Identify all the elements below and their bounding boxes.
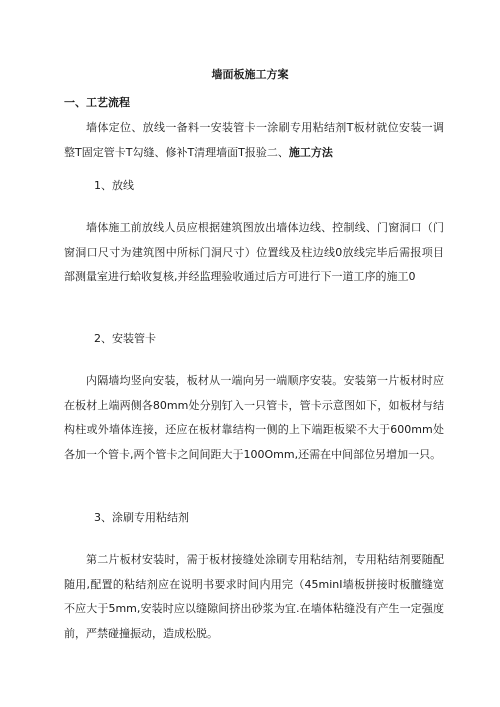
page-title: 墙面板施工方案	[211, 68, 289, 81]
process-flow-paragraph	[64, 116, 444, 165]
section-heading-process: 一、工艺流程	[64, 96, 130, 109]
subsection-title-adhesive: 3、涂刷专用粘结剂	[94, 511, 189, 524]
paragraph-adhesive: 第二片板材安装时，需于板材接缝处涂刷专用粘结剂，专用粘结剂要随配随用,配置的粘结剂应在说明书要求时间内用完（45minI墙板拼接时板膻缝宽不应大于5mm,安装时应以缝隙间挤出砂浆为宜.在墙体粘缝没有产生一定强度前，严禁碰撞振动，造成松脱。	[64, 553, 444, 640]
section-heading-method: 施工方法	[288, 145, 333, 159]
process-flow-text: 墙体定位、放线一备料一安装管卡一涂刷专用粘结剂T板材就位安装一调整T固定管卡T勾缝、修补T清理墙面T报验二、	[64, 121, 444, 159]
paragraph-layout: 墙体施工前放线人员应根据建筑图放出墙体边线、控制线、门窗洞口（门窗洞口尺寸为建筑图中所标门洞尺寸）位置线及柱边线0放线完毕后需报项目部测量室进行蛤收复核,并经监理验收通过后方可进行下一道工序的施工0	[64, 221, 444, 283]
paragraph-pipe-clamp: 内隔墙均竖向安装，板材从一端向另一端顺序安装。安装第一片板材时应在板材上端两侧各80mm处分别钉入一只管卡，管卡示意图如下，如板材与结构柱或外墙体连接，还应在板材靠结构一侧的上下端距板梁不大于600mm处各加一个管卡,两个管卡之间间距大于100Omm,还需在中间部位另增加一只。	[64, 374, 444, 461]
subsection-title-pipe-clamp: 2、安装管卡	[94, 332, 156, 345]
subsection-title-layout: 1、放线	[94, 179, 134, 192]
